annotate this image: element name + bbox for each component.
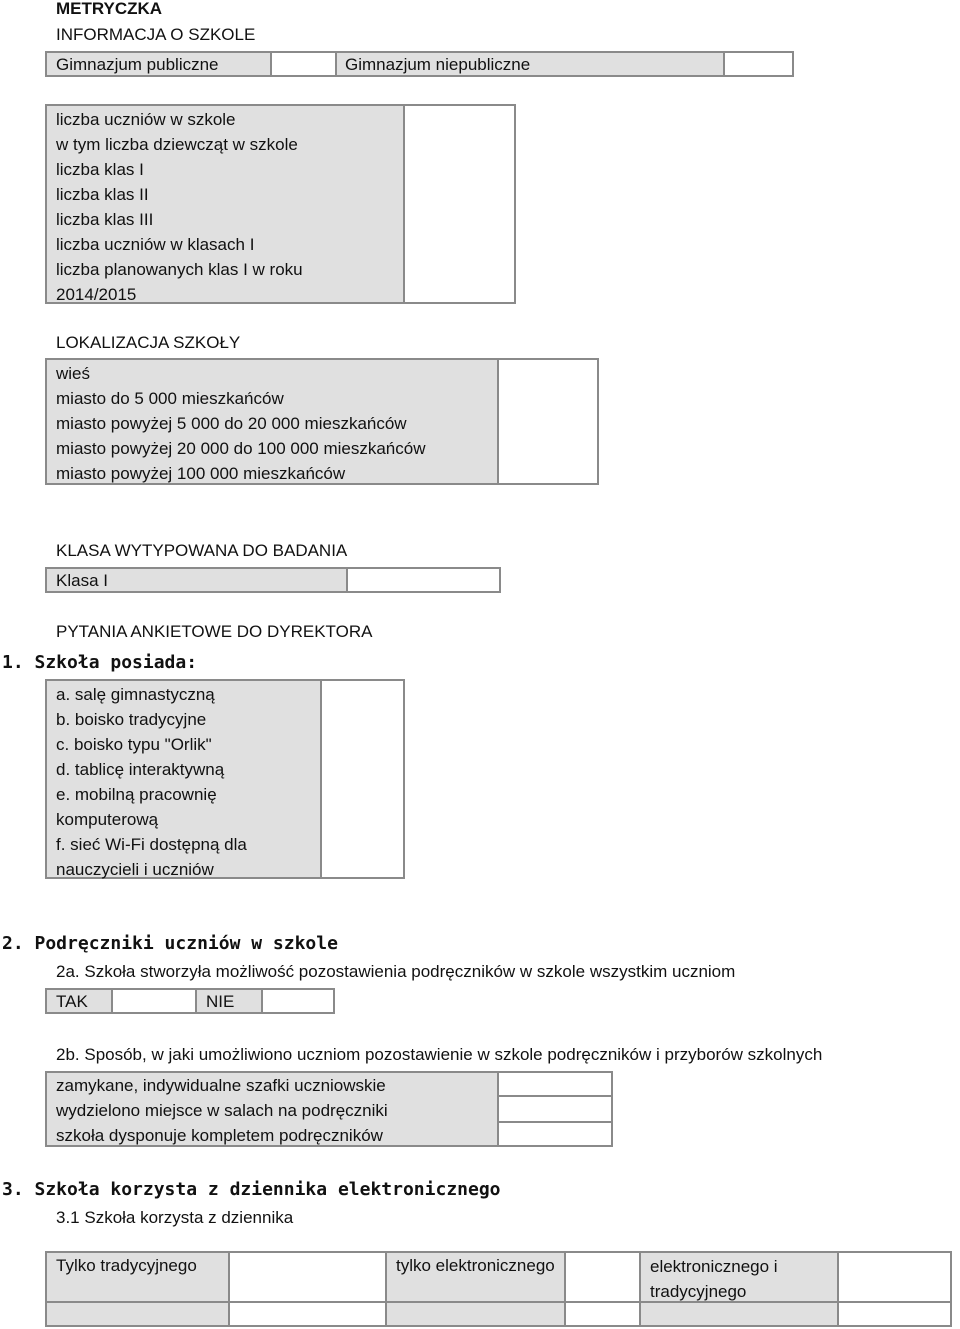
q2b-option: wydzielono miejsce w salach na podręczniki	[56, 1101, 388, 1120]
q1-line: komputerową	[56, 810, 159, 829]
q3-col1-cell	[45, 1251, 230, 1303]
q3-col3-line1: elektronicznego i	[650, 1257, 778, 1276]
q3-row2-cell-5[interactable]	[639, 1301, 839, 1327]
students-line: liczba uczniów w klasach I	[56, 235, 255, 254]
location-line: miasto powyżej 100 000 mieszkańców	[56, 464, 346, 483]
nonpublic-answer-cell[interactable]	[723, 51, 794, 77]
class-header: KLASA WYTYPOWANA DO BADANIA	[56, 541, 348, 560]
director-questions-header: PYTANIA ANKIETOWE DO DYREKTORA	[56, 622, 373, 641]
location-header: LOKALIZACJA SZKOŁY	[56, 333, 241, 352]
q2b-option: szkoła dysponuje kompletem podręczników	[56, 1126, 383, 1145]
location-line: miasto do 5 000 mieszkańców	[56, 389, 284, 408]
students-line: liczba klas II	[56, 185, 149, 204]
nonpublic-label-cell	[335, 51, 725, 77]
q1-line: a. salę gimnastyczną	[56, 685, 215, 704]
yes-answer-cell[interactable]	[111, 988, 197, 1014]
students-line: liczba klas III	[56, 210, 154, 229]
q1-line: e. mobilną pracownię	[56, 785, 217, 804]
class-answer-cell[interactable]	[346, 567, 501, 593]
q3-sub: 3.1 Szkoła korzysta z dziennika	[56, 1208, 294, 1227]
q1-answer-cell[interactable]	[320, 679, 405, 879]
q3-col1-answer[interactable]	[228, 1251, 387, 1303]
q3-col1-label: Tylko tradycyjnego	[56, 1256, 197, 1275]
q1-title: 1. Szkoła posiada:	[2, 652, 198, 673]
students-line: liczba planowanych klas I w roku	[56, 260, 303, 279]
no-answer-cell[interactable]	[261, 988, 335, 1014]
q3-col3-line2: tradycyjnego	[650, 1282, 747, 1301]
q3-col3-cell	[639, 1251, 839, 1303]
yes-label-cell	[45, 988, 113, 1014]
no-label: NIE	[206, 992, 235, 1011]
q2b-label-cell	[45, 1071, 499, 1147]
q1-line: c. boisko typu "Orlik"	[56, 735, 212, 754]
students-answer-cell[interactable]	[403, 104, 516, 304]
q3-title: 3. Szkoła korzysta z dziennika elektronicznego	[2, 1179, 501, 1200]
q1-label-cell	[45, 679, 322, 879]
class-label: Klasa I	[56, 571, 108, 590]
q3-col2-cell	[385, 1251, 566, 1303]
students-label-cell	[45, 104, 405, 304]
info-header: INFORMACJA O SZKOLE	[56, 25, 256, 44]
students-line: liczba uczniów w szkole	[56, 110, 236, 129]
q2b-answer-cell-1[interactable]	[497, 1071, 613, 1097]
location-line: miasto powyżej 5 000 do 20 000 mieszkańców	[56, 414, 407, 433]
class-label-cell	[45, 567, 348, 593]
q3-row2-cell-3[interactable]	[385, 1301, 566, 1327]
students-line: w tym liczba dziewcząt w szkole	[56, 135, 298, 154]
q2a-text: 2a. Szkoła stworzyła możliwość pozostawienia podręczników w szkole wszystkim uczniom	[56, 962, 736, 981]
q3-row2-cell-6[interactable]	[837, 1301, 952, 1327]
public-answer-cell[interactable]	[270, 51, 337, 77]
location-line: wieś	[56, 364, 91, 383]
location-label-cell	[45, 358, 499, 485]
q3-row2-cell-2[interactable]	[228, 1301, 387, 1327]
q1-line: f. sieć Wi-Fi dostępną dla	[56, 835, 247, 854]
no-label-cell	[195, 988, 263, 1014]
q2-title: 2. Podręczniki uczniów w szkole	[2, 933, 338, 954]
q1-line: nauczycieli i uczniów	[56, 860, 214, 879]
q3-col2-answer[interactable]	[564, 1251, 641, 1303]
q3-col3-answer[interactable]	[837, 1251, 952, 1303]
q1-line: b. boisko tradycyjne	[56, 710, 207, 729]
location-answer-cell[interactable]	[497, 358, 599, 485]
q3-row2-cell-1[interactable]	[45, 1301, 230, 1327]
q3-col2-label: tylko elektronicznego	[396, 1256, 555, 1275]
students-line: liczba klas I	[56, 160, 144, 179]
yes-label: TAK	[56, 992, 88, 1011]
public-label-cell	[45, 51, 272, 77]
q2b-option: zamykane, indywidualne szafki uczniowskie	[56, 1076, 386, 1095]
q2b-answer-cell-3[interactable]	[497, 1121, 613, 1147]
q3-row2-cell-4[interactable]	[564, 1301, 641, 1327]
students-line: 2014/2015	[56, 285, 137, 304]
q2b-answer-cell-2[interactable]	[497, 1095, 613, 1123]
q1-line: d. tablicę interaktywną	[56, 760, 225, 779]
location-line: miasto powyżej 20 000 do 100 000 mieszkańców	[56, 439, 426, 458]
document-title: METRYCZKA	[56, 0, 163, 18]
nonpublic-label: Gimnazjum niepubliczne	[345, 55, 531, 74]
q2b-text: 2b. Sposób, w jaki umożliwiono uczniom pozostawienie w szkole podręczników i przyborów szkolnych	[56, 1045, 823, 1064]
public-label: Gimnazjum publiczne	[56, 55, 219, 74]
